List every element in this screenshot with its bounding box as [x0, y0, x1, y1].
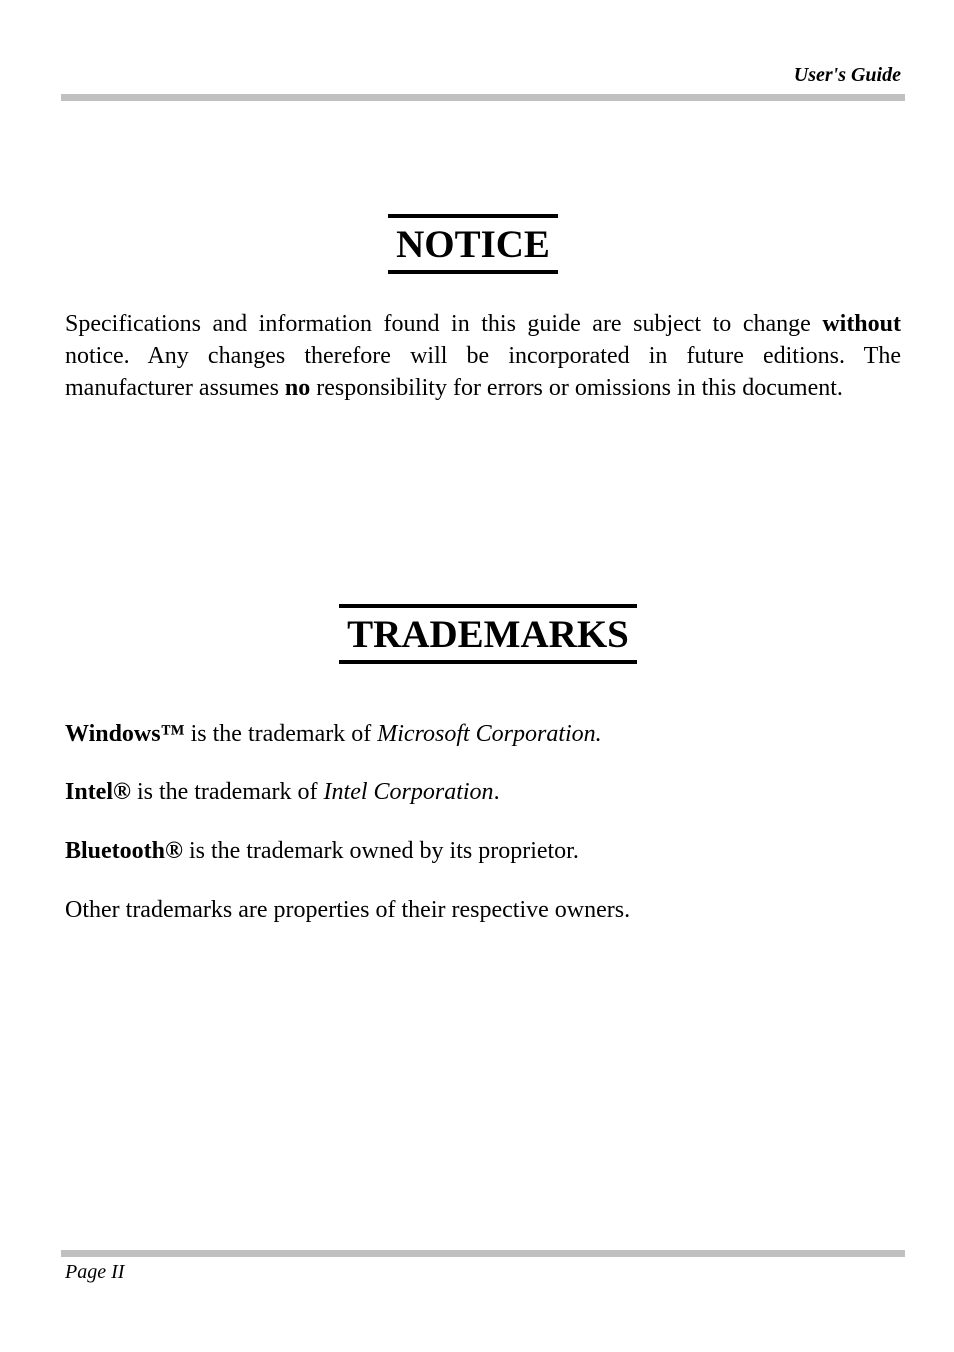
- notice-emphasis-no: no: [284, 375, 311, 401]
- trademark-intel-owner: Intel Corporation: [323, 779, 494, 805]
- trademark-bluetooth: [65, 835, 905, 867]
- trademark-intel-text: is the trademark of: [130, 779, 324, 805]
- trademark-windows: [65, 718, 905, 750]
- trademark-windows-owner: Microsoft Corporation.: [377, 721, 602, 747]
- running-header: User's Guide: [793, 64, 901, 86]
- notice-paragraph: [65, 308, 901, 404]
- trademarks-heading-block: [0, 604, 954, 664]
- notice-emphasis-without: without: [822, 311, 901, 337]
- trademark-intel: [65, 776, 905, 808]
- trademark-windows-name: Windows™: [65, 721, 185, 747]
- notice-heading: NOTICE: [388, 214, 558, 274]
- footer-rule: [61, 1250, 905, 1257]
- trademark-bluetooth-name: Bluetooth®: [65, 838, 183, 864]
- trademark-intel-tail: .: [493, 779, 500, 805]
- trademark-intel-name: Intel®: [65, 779, 131, 805]
- trademark-other: Other trademarks are properties of their respective owners.: [65, 897, 631, 923]
- notice-text-2: notice. Any changes therefore will be incorporated in future editions. The manufacturer assumes: [65, 343, 901, 401]
- header-rule: [61, 94, 905, 101]
- notice-text-3: responsibility for errors or omissions in this document.: [310, 375, 843, 401]
- trademarks-heading: TRADEMARKS: [339, 604, 637, 664]
- trademark-bluetooth-text: is the trademark owned by its proprietor.: [182, 838, 579, 864]
- notice-heading-block: [0, 214, 954, 274]
- trademark-windows-text: is the trademark of: [184, 721, 378, 747]
- notice-text-1: Specifications and information found in this guide are subject to change: [65, 311, 823, 337]
- page-number: Page II: [65, 1261, 125, 1283]
